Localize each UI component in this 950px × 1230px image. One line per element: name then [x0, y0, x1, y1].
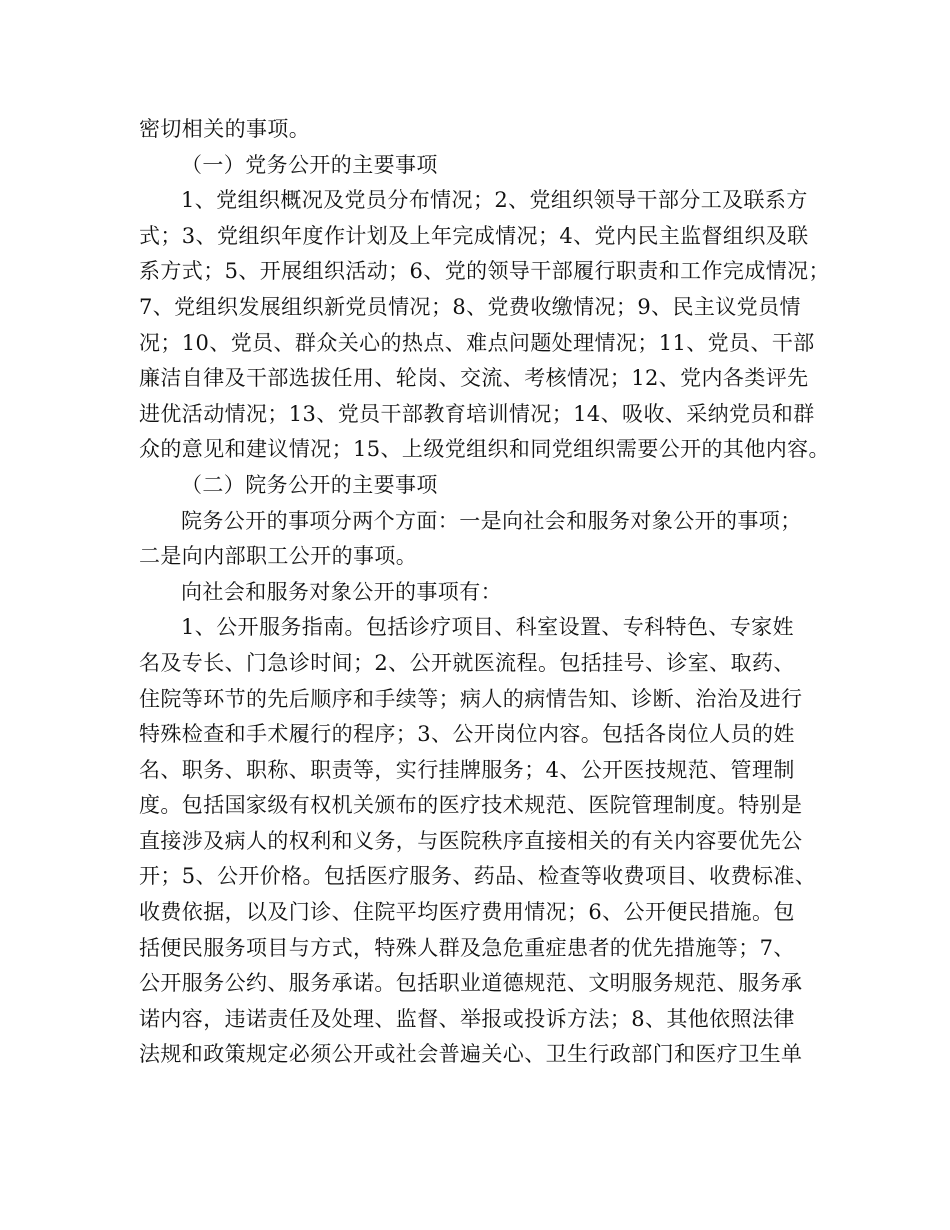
text-line: 直接涉及病人的权利和义务，与医院秩序直接相关的有关内容要优先公: [139, 828, 803, 853]
text-line: 诺内容，违诺责任及处理、监督、举报或投诉方法；8、其他依照法律: [139, 1006, 795, 1031]
text-line: （二）院务公开的主要事项: [181, 472, 438, 497]
text-line: 向社会和服务对象公开的事项有：: [181, 579, 502, 604]
text-line: 系方式；5、开展组织活动；6、党的领导干部履行职责和工作完成情况；: [139, 259, 830, 284]
text-line: 名及专长、门急诊时间；2、公开就医流程。包括挂号、诊室、取药、: [139, 650, 795, 675]
text-line: （一）党务公开的主要事项: [181, 152, 438, 177]
text-line: 进优活动情况；13、党员干部教育培训情况；14、吸收、采纳党员和群: [139, 401, 815, 426]
text-line: 廉洁自律及干部选拔任用、轮岗、交流、考核情况；12、党内各类评先: [139, 366, 809, 391]
text-line: 法规和政策规定必须公开或社会普遍关心、卫生行政部门和医疗卫生单: [139, 1042, 803, 1067]
text-line: 住院等环节的先后顺序和手续等；病人的病情告知、诊断、治治及进行: [139, 686, 803, 711]
text-line: 式；3、党组织年度作计划及上年完成情况；4、党内民主监督组织及联: [139, 223, 809, 248]
text-line: 1、党组织概况及党员分布情况；2、党组织领导干部分工及联系方: [181, 188, 808, 213]
text-line: 开；5、公开价格。包括医疗服务、药品、检查等收费项目、收费标准、: [139, 864, 817, 889]
text-line: 众的意见和建议情况；15、上级党组织和同党组织需要公开的其他内容。: [139, 437, 830, 462]
text-line: 院务公开的事项分两个方面：一是向社会和服务对象公开的事项；: [181, 508, 802, 533]
text-line: 1、公开服务指南。包括诊疗项目、科室设置、专科特色、专家姓: [181, 615, 794, 640]
text-line: 括便民服务项目与方式，特殊人群及急危重症患者的优先措施等；7、: [139, 935, 795, 960]
text-line: 二是向内部职工公开的事项。: [139, 544, 418, 569]
text-line: 7、党组织发展组织新党员情况；8、党费收缴情况；9、民主议党员情: [139, 294, 801, 319]
text-line: 名、职务、职称、职责等，实行挂牌服务；4、公开医技规范、管理制: [139, 757, 795, 782]
text-line: 特殊检查和手术履行的程序；3、公开岗位内容。包括各岗位人员的姓: [139, 722, 795, 747]
text-line: 密切相关的事项。: [139, 117, 311, 141]
text-line: 公开服务公约、服务承诺。包括职业道德规范、文明服务规范、服务承: [139, 971, 803, 996]
text-line: 况；10、党员、群众关心的热点、难点问题处理情况；11、党员、干部: [139, 330, 815, 355]
document-body: [139, 112, 830, 1073]
text-line: 收费依据，以及门诊、住院平均医疗费用情况；6、公开便民措施。包: [139, 900, 795, 925]
text-line: 度。包括国家级有权机关颁布的医疗技术规范、医院管理制度。特别是: [139, 793, 803, 818]
